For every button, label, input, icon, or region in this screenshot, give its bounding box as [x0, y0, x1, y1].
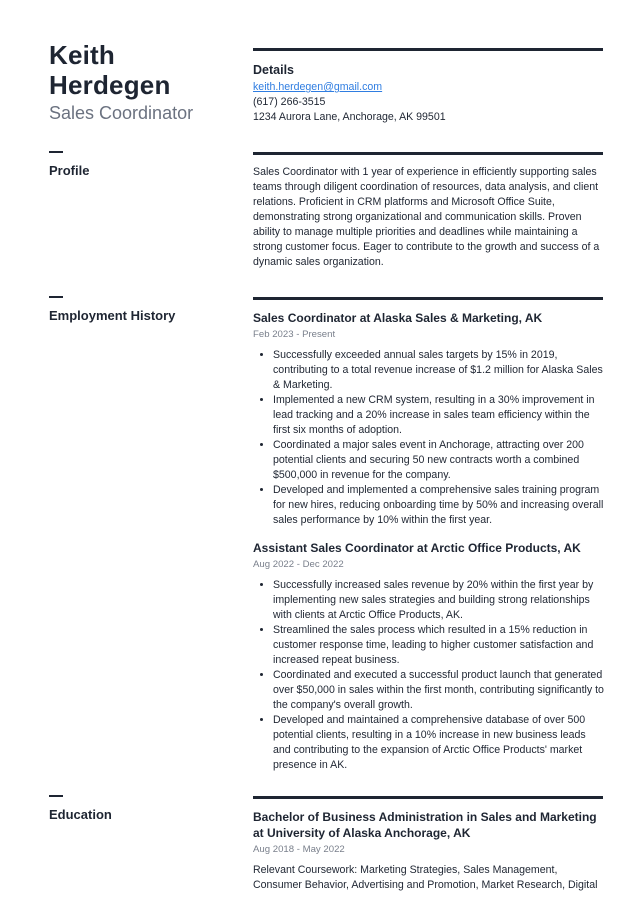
job-title: Sales Coordinator at Alaska Sales & Marketing, AK — [253, 311, 543, 325]
job-bullet: • Developed and maintained a comprehensive database of over 500 potential clients, resulting in a 10% increase in new business leads and contributing to the expansion of Arctic Office Products' market presence in AK. — [273, 713, 605, 773]
employment-label: Employment History — [49, 308, 176, 323]
details-rule — [253, 48, 603, 51]
employment-dash — [49, 296, 63, 298]
education-dates: Aug 2018 - May 2022 — [253, 844, 345, 855]
profile-rule — [253, 152, 603, 155]
profile-text: Sales Coordinator with 1 year of experience in efficiently supporting sales teams through diligent coordination of resources, data analysis, and client relations. Proficient in CRM platforms and Microsoft Office Suite, demonstrating strong organizational and communication skills. Proven ability to manage multiple priorities and deadlines while maintaining a strong customer focus. Eager to contribute to the growth and success of a dynamic sales organization. — [253, 166, 600, 268]
job-title: Assistant Sales Coordinator at Arctic Office Products, AK — [253, 541, 581, 555]
job-bullets — [253, 578, 605, 773]
job-entry — [253, 540, 605, 773]
education-rule — [253, 796, 603, 799]
job-bullet: • Developed and implemented a comprehensive sales training program for new hires, reducing onboarding time by 50% and increasing overall sales performance by 10% within the first year. — [273, 483, 605, 528]
coursework-text: Relevant Coursework: Marketing Strategies, Sales Management, Consumer Behavior, Advertising and Promotion, Market Research, Digital — [253, 864, 598, 891]
address: 1234 Aurora Lane, Anchorage, AK 99501 — [253, 111, 446, 123]
job-entry — [253, 310, 605, 528]
job-bullet: • Successfully increased sales revenue by 20% within the first year by implementing new sales strategies and building strong relationships with clients at Arctic Office Products, AK. — [273, 578, 605, 623]
job-bullet: • Successfully exceeded annual sales targets by 15% in 2019, contributing to a total revenue increase of $1.2 million for Alaska Sales & Marketing. — [273, 348, 605, 393]
employment-section — [253, 310, 605, 785]
degree-title: Bachelor of Business Administration in Sales and Marketing at University of Alaska Anchorage, AK — [253, 810, 597, 840]
job-bullets — [253, 348, 605, 528]
job-dates: Aug 2022 - Dec 2022 — [253, 559, 344, 570]
profile-dash — [49, 151, 63, 153]
employment-rule — [253, 297, 603, 300]
education-label: Education — [49, 807, 112, 822]
job-bullet: • Streamlined the sales process which resulted in a 15% reduction in customer response time, leading to higher customer satisfaction and increased repeat business. — [273, 623, 605, 668]
education-dash — [49, 795, 63, 797]
profile-section — [253, 165, 605, 270]
job-bullet: • Coordinated a major sales event in Anchorage, attracting over 200 potential clients and securing 50 new contracts worth a combined $500,000 in revenue for the company. — [273, 438, 605, 483]
phone-number: (617) 266-3515 — [253, 96, 326, 108]
candidate-name: Keith Herdegen — [49, 40, 171, 100]
education-section — [253, 809, 605, 893]
job-bullet: • Coordinated and executed a successful product launch that generated over $50,000 in sales within the first month, contributing significantly to the company's overall growth. — [273, 668, 605, 713]
job-dates: Feb 2023 - Present — [253, 329, 336, 340]
candidate-title: Sales Coordinator — [49, 103, 194, 123]
profile-label: Profile — [49, 163, 90, 178]
job-bullet: • Implemented a new CRM system, resulting in a 30% improvement in lead tracking and a 20% increase in sales team efficiency within the first six months of adoption. — [273, 393, 605, 438]
email-link[interactable]: keith.herdegen@gmail.com — [253, 81, 383, 93]
details-heading: Details — [253, 63, 294, 77]
details-section — [253, 62, 605, 125]
